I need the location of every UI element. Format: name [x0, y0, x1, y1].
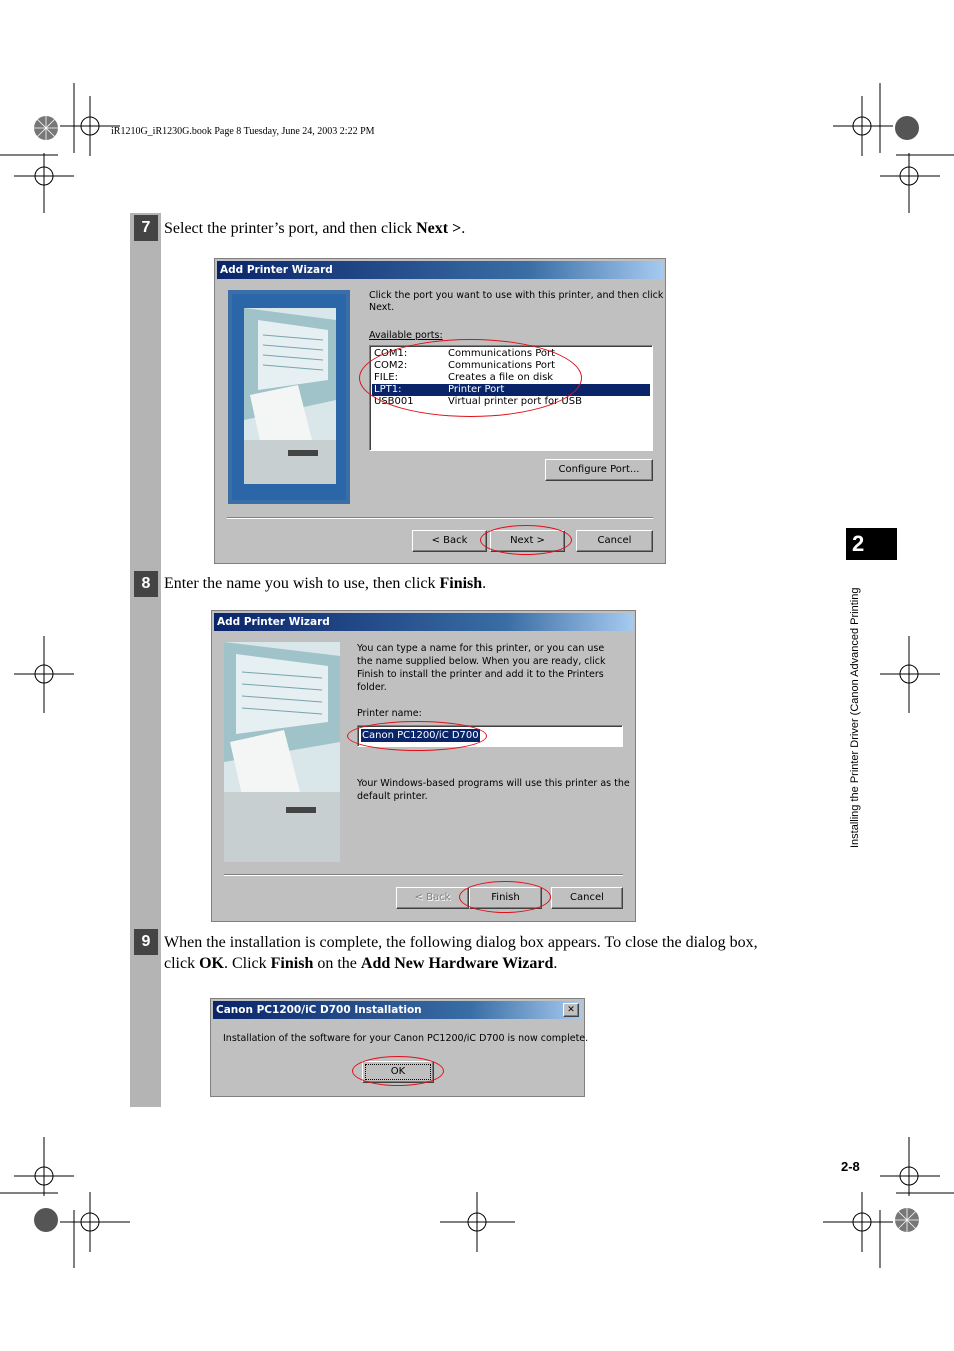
name-intro-line4: folder.	[357, 682, 387, 693]
dialog-title-bar: Canon PC1200/iC D700 Installation	[213, 1001, 582, 1019]
add-printer-wizard-name-dialog	[211, 610, 636, 922]
port-row[interactable]: COM1: Communications Port	[374, 348, 556, 359]
step-sidebar	[130, 213, 161, 1107]
step-9-text-line1: When the installation is complete, the following dialog box appears. To close the dialog box,	[164, 934, 758, 951]
installation-complete-dialog	[210, 998, 589, 1097]
printer-name-label: Printer name:	[357, 708, 422, 719]
dialog-separator	[227, 517, 653, 519]
name-intro-line3: Finish to install the printer and add it to the Printers	[357, 669, 604, 680]
port-instruction-line1: Click the port you want to use with this printer, and then click	[369, 290, 664, 301]
next-button[interactable]: Next >	[490, 530, 565, 552]
installation-complete-message: Installation of the software for your Canon PC1200/iC D700 is now complete.	[223, 1033, 589, 1044]
wizard-printer-image	[224, 642, 340, 862]
step-number-8: 8	[134, 571, 158, 597]
ports-listbox[interactable]	[369, 345, 653, 451]
port-row[interactable]: COM2: Communications Port	[374, 360, 556, 371]
print-header: iR1210G_iR1230G.book Page 8 Tuesday, June 24, 2003 2:22 PM	[111, 126, 375, 137]
port-row[interactable]: USB001 Virtual printer port for USB	[374, 396, 582, 407]
cancel-button[interactable]: Cancel	[576, 530, 653, 552]
chapter-side-title: Installing the Printer Driver (Canon Advanced Printing	[849, 587, 861, 848]
back-button[interactable]: < Back	[396, 887, 469, 909]
dialog-title-bar: Add Printer Wizard	[214, 613, 633, 631]
chapter-tab: 2	[846, 528, 897, 560]
printer-name-input[interactable]	[357, 725, 623, 747]
available-ports-label: Available ports:	[369, 330, 443, 341]
default-printer-note-line2: default printer.	[357, 791, 428, 802]
step-9-text-line2: click OK. Click Finish on the Add New Hardware Wizard.	[164, 955, 558, 972]
wizard-printer-image	[228, 290, 350, 504]
step-number-7: 7	[134, 215, 158, 241]
back-button[interactable]: < Back	[412, 530, 487, 552]
port-row-selected[interactable]: LPT1: Printer Port	[372, 384, 650, 396]
port-instruction-line2: Next.	[369, 302, 395, 313]
default-printer-note-line1: Your Windows-based programs will use this printer as the	[357, 778, 630, 789]
step-7-text: Select the printer’s port, and then click Next >.	[164, 220, 466, 237]
configure-port-button[interactable]: Configure Port...	[545, 459, 653, 481]
printer-name-value: Canon PC1200/iC D700	[362, 730, 479, 741]
name-intro-line1: You can type a name for this printer, or you can use	[357, 643, 605, 654]
dialog-separator	[224, 874, 623, 876]
page-number: 2-8	[841, 1159, 860, 1174]
dialog-title-bar: Add Printer Wizard	[217, 261, 663, 279]
add-printer-wizard-port-dialog	[214, 258, 666, 564]
name-intro-line2: the name supplied below. When you are ready, click	[357, 656, 606, 667]
port-row[interactable]: FILE: Creates a file on disk	[374, 372, 554, 383]
cancel-button[interactable]: Cancel	[551, 887, 623, 909]
finish-button[interactable]: Finish	[469, 887, 542, 909]
step-8-text: Enter the name you wish to use, then click Finish.	[164, 575, 487, 592]
ok-button[interactable]: OK	[362, 1061, 434, 1083]
step-number-9: 9	[134, 929, 158, 955]
close-icon[interactable]: ✕	[563, 1003, 579, 1017]
